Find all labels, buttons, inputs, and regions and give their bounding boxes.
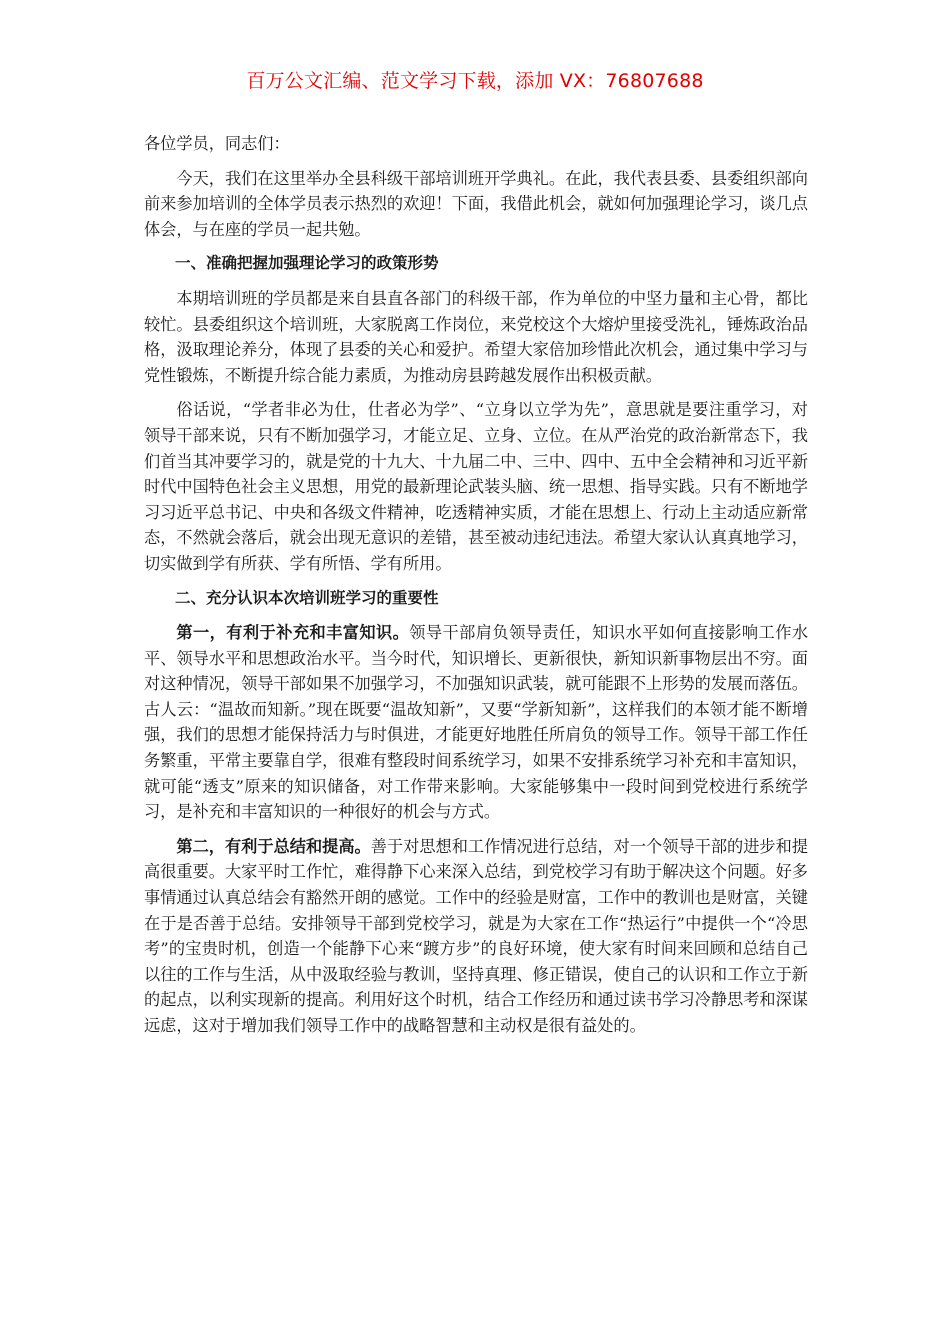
- section-1-paragraph-2: 俗话说，“学者非必为仕，仕者必为学”、“立身以立学为先”，意思就是要注重学习，对领导干部来说，只有不断加强学习，才能立足、立身、立位。在从严治党的政治新常态下，我们首当其冲要学习的，就是党的十九大、十九届二中、三中、四中、五中全会精神和习近平新时代中国特色社会主义思想，用党的最新理论武装头脑、统一思想、指导实践。只有不断地学习习近平总书记、中央和各级文件精神，吃透精神实质，才能在思想上、行动上主动适应新常态，不然就会落后，就会出现无意识的差错，甚至被动违纪违法。希望大家认认真真地学习，切实做到学有所获、学有所悟、学有所用。: [144, 400, 808, 573]
- section-1-heading: 一、准确把握加强理论学习的政策形势: [175, 254, 439, 273]
- document-body: [144, 131, 808, 1039]
- section-2-heading: 二、充分认识本次培训班学习的重要性: [175, 588, 439, 607]
- point-2-body: 善于对思想和工作情况进行总结，对一个领导干部的进步和提高很重要。大家平时工作忙，难得静下心来深入总结，到党校学习有助于解决这个问题。好多事情通过认真总结会有豁然开朗的感觉。工作中的经验是财富，工作中的教训也是财富，关键在于是否善于总结。安排领导干部到党校学习，就是为大家在工作“热运行”中提供一个“冷思考”的宝贵时机，创造一个能静下心来“踱方步”的良好环境，使大家有时间来回顾和总结自己以往的工作与生活，从中汲取经验与教训，坚持真理、修正错误，使自己的认识和工作立于新的起点，以利实现新的提高。利用好这个时机，结合工作经历和通过读书学习冷静思考和深谋远虑，这对于增加我们领导工作中的战略智慧和主动权是很有益处的。: [144, 836, 808, 1035]
- intro-paragraph: 今天，我们在这里举办全县科级干部培训班开学典礼。在此，我代表县委、县委组织部向前来参加培训的全体学员表示热烈的欢迎！下面，我借此机会，就如何加强理论学习，谈几点体会，与在座的学员一起共勉。: [144, 168, 808, 239]
- section-2-paragraph-2: [144, 834, 808, 1039]
- point-1-body: 领导干部肩负领导责任，知识水平如何直接影响工作水平、领导水平和思想政治水平。当今时代，知识增长、更新很快，新知识新事物层出不穷。面对这种情况，领导干部如果不加强学习，不加强知识武装，就可能跟不上形势的发展而落伍。古人云：“温故而知新。”现在既要“温故知新”，又要“学新知新”，这样我们的本领才能不断增强，我们的思想才能保持活力与时俱进，才能更好地胜任所肩负的领导工作。领导干部工作任务繁重，平常主要靠自学，很难有整段时间系统学习，如果不安排系统学习补充和丰富知识，就可能“透支”原来的知识储备，对工作带来影响。大家能够集中一段时间到党校进行系统学习，是补充和丰富知识的一种很好的机会与方式。: [144, 623, 809, 822]
- point-2-lead: 第二，有利于总结和提高。: [176, 836, 371, 856]
- point-1-lead: 第一，有利于补充和丰富知识。: [176, 623, 410, 643]
- section-1-paragraph-1: 本期培训班的学员都是来自县直各部门的科级干部，作为单位的中坚力量和主心骨，都比较忙。县委组织这个培训班，大家脱离工作岗位，来党校这个大熔炉里接受洗礼，锤炼政治品格，汲取理论养分，体现了县委的关心和爱护。希望大家倍加珍惜此次机会，通过集中学习与党性锻炼，不断提升综合能力素质，为推动房县跨越发展作出积极贡献。: [144, 288, 808, 385]
- salutation: 各位学员，同志们：: [144, 134, 290, 153]
- header-watermark: 百万公文汇编、范文学习下载，添加 VX：76807688: [246, 70, 704, 92]
- section-2-paragraph-1: [144, 620, 808, 825]
